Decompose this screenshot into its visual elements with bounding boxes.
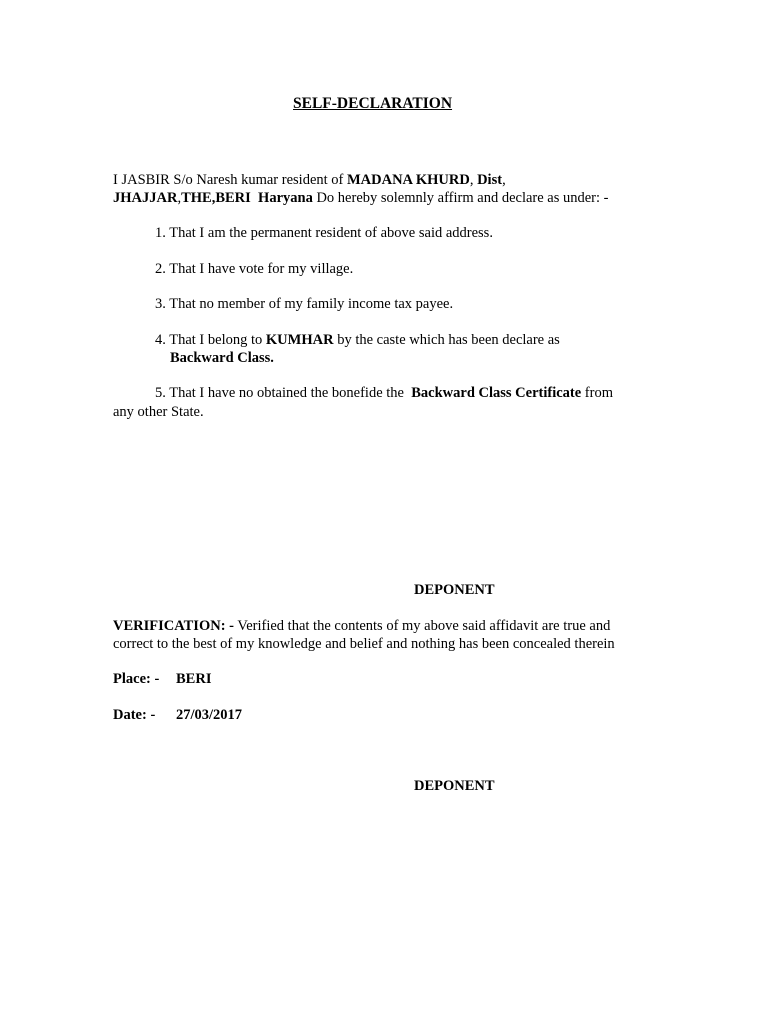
intro-text-2: Do hereby solemnly affirm and declare as under: -	[312, 190, 609, 206]
verification-line-2: correct to the best of my knowledge and belief and nothing has been concealed therein	[113, 636, 615, 652]
backward-class-label: Backward Class.	[170, 350, 274, 366]
intro-comma-1: ,	[469, 172, 478, 188]
point-4-text-a: 4. That I belong to	[155, 332, 266, 348]
district-name: JHAJJAR	[113, 190, 178, 206]
certificate-name: Backward Class Certificate	[411, 385, 582, 401]
point-5-line-2: any other State.	[113, 404, 204, 420]
intro-comma-2: ,	[502, 172, 506, 188]
caste-name: KUMHAR	[265, 332, 334, 348]
date-value	[176, 706, 242, 724]
state-name: Haryana	[258, 190, 313, 206]
intro-text-1: I JASBIR S/o Naresh kumar resident of	[113, 172, 347, 188]
document-title: SELF-DECLARATION	[293, 95, 453, 112]
date-label	[113, 706, 155, 724]
village-name: MADANA KHURD	[346, 172, 470, 188]
point-2: 2. That I have vote for my village.	[155, 261, 354, 277]
point-5-text-b: from	[581, 385, 613, 401]
place-value-text: BERI	[176, 671, 212, 687]
point-5	[155, 384, 613, 402]
date-value-text: 27/03/2017	[176, 707, 243, 723]
point-4	[155, 331, 560, 349]
point-1: 1. That I am the permanent resident of above said address.	[155, 225, 493, 241]
point-4-text-b: by the caste which has been declare as	[333, 332, 560, 348]
place-label-text: Place: -	[113, 671, 160, 687]
intro-line-1	[113, 171, 506, 189]
deponent-label-2	[414, 777, 495, 795]
deponent-label-1	[414, 581, 495, 599]
tehsil-name: THE,BERI	[181, 190, 251, 206]
intro-space	[251, 190, 258, 206]
verification-line-1	[113, 617, 610, 635]
verification-text-1: Verified that the contents of my above said affidavit are true and	[233, 618, 611, 634]
point-5-text-a: 5. That I have no obtained the bonefide the	[155, 385, 412, 401]
place-label	[113, 670, 159, 688]
date-label-text: Date: -	[113, 707, 156, 723]
deponent-text-1: DEPONENT	[414, 582, 495, 598]
deponent-text-2: DEPONENT	[414, 778, 495, 794]
verification-label: VERIFICATION: -	[113, 618, 234, 634]
intro-line-2	[113, 189, 609, 207]
point-3: 3. That no member of my family income tax payee.	[155, 296, 454, 312]
intro-comma-3: ,	[177, 190, 182, 206]
place-value	[176, 670, 211, 688]
dist-label: Dist	[477, 172, 503, 188]
point-4-line-2	[170, 349, 274, 367]
